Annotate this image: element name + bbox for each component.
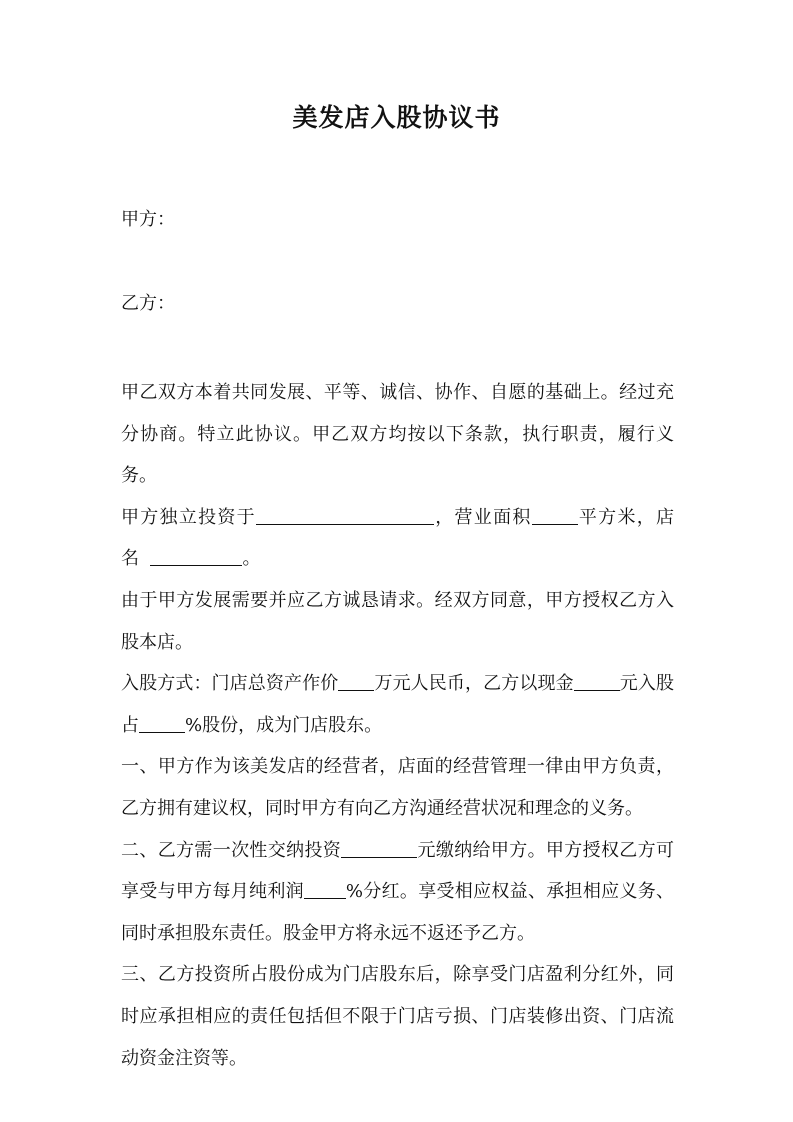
share-text-4: %股份，成为门店股东。 — [185, 714, 383, 736]
clause-three: 三、乙方投资所占股份成为门店股东后，除享受门店盈利分红外，同时应承担相应的责任包括但不限于门店亏损、门店装修出资、门店流动资金注资等。 — [121, 964, 674, 1069]
share-text-2: 万元人民币，乙方以现金 — [374, 673, 574, 695]
agreement-body — [121, 372, 674, 1079]
share-text-3: 元入股占 — [121, 673, 675, 736]
clause-two — [121, 830, 674, 955]
paragraph-share-method — [121, 663, 674, 746]
paragraph-intro: 甲乙双方本着共同发展、平等、诚信、协作、自愿的基础上。经过充分协商。特立此协议。甲乙双方均按以下条款，执行职责，履行义务。 — [121, 382, 674, 487]
investment-location-blank[interactable] — [256, 502, 434, 525]
store-name-blank[interactable] — [150, 543, 242, 566]
paragraph-authorization: 由于甲方发展需要并应乙方诚恳请求。经双方同意，甲方授权乙方入股本店。 — [121, 589, 674, 653]
dividend-percent-blank[interactable] — [304, 876, 346, 899]
party-a-label: 甲方： — [121, 209, 175, 230]
party-b-label: 乙方： — [121, 293, 175, 314]
paragraph-investment — [121, 497, 674, 580]
clause-one: 一、甲方作为该美发店的经营者，店面的经营管理一律由甲方负责，乙方拥有建议权，同时甲方有向乙方沟通经营状况和理念的义务。 — [121, 756, 674, 819]
clause-two-text-3: %分红。享受相应权益、承担相应义务、同时承担股东责任。股金甲方将永远不返还予乙方。 — [121, 881, 674, 944]
total-assets-blank[interactable] — [338, 668, 374, 691]
business-area-blank[interactable] — [532, 502, 578, 525]
investment-text-4: 。 — [242, 548, 261, 570]
investment-amount-blank[interactable] — [341, 835, 417, 858]
investment-text-3: 平方米，店名 — [121, 506, 675, 570]
share-percent-blank[interactable] — [139, 710, 185, 733]
cash-amount-blank[interactable] — [574, 668, 620, 691]
clause-two-text-1: 二、乙方需一次性交纳投资 — [121, 839, 342, 861]
clause-two-text-2: 元缴纳给甲方。甲方授权乙方可享受与甲方每月纯利润 — [121, 839, 675, 903]
investment-text-2: ，营业面积 — [433, 506, 532, 528]
investment-text-1: 甲方独立投资于 — [121, 506, 256, 528]
document-title: 美发店入股协议书 — [292, 103, 501, 132]
share-text-1: 入股方式：门店总资产作价 — [121, 673, 339, 695]
